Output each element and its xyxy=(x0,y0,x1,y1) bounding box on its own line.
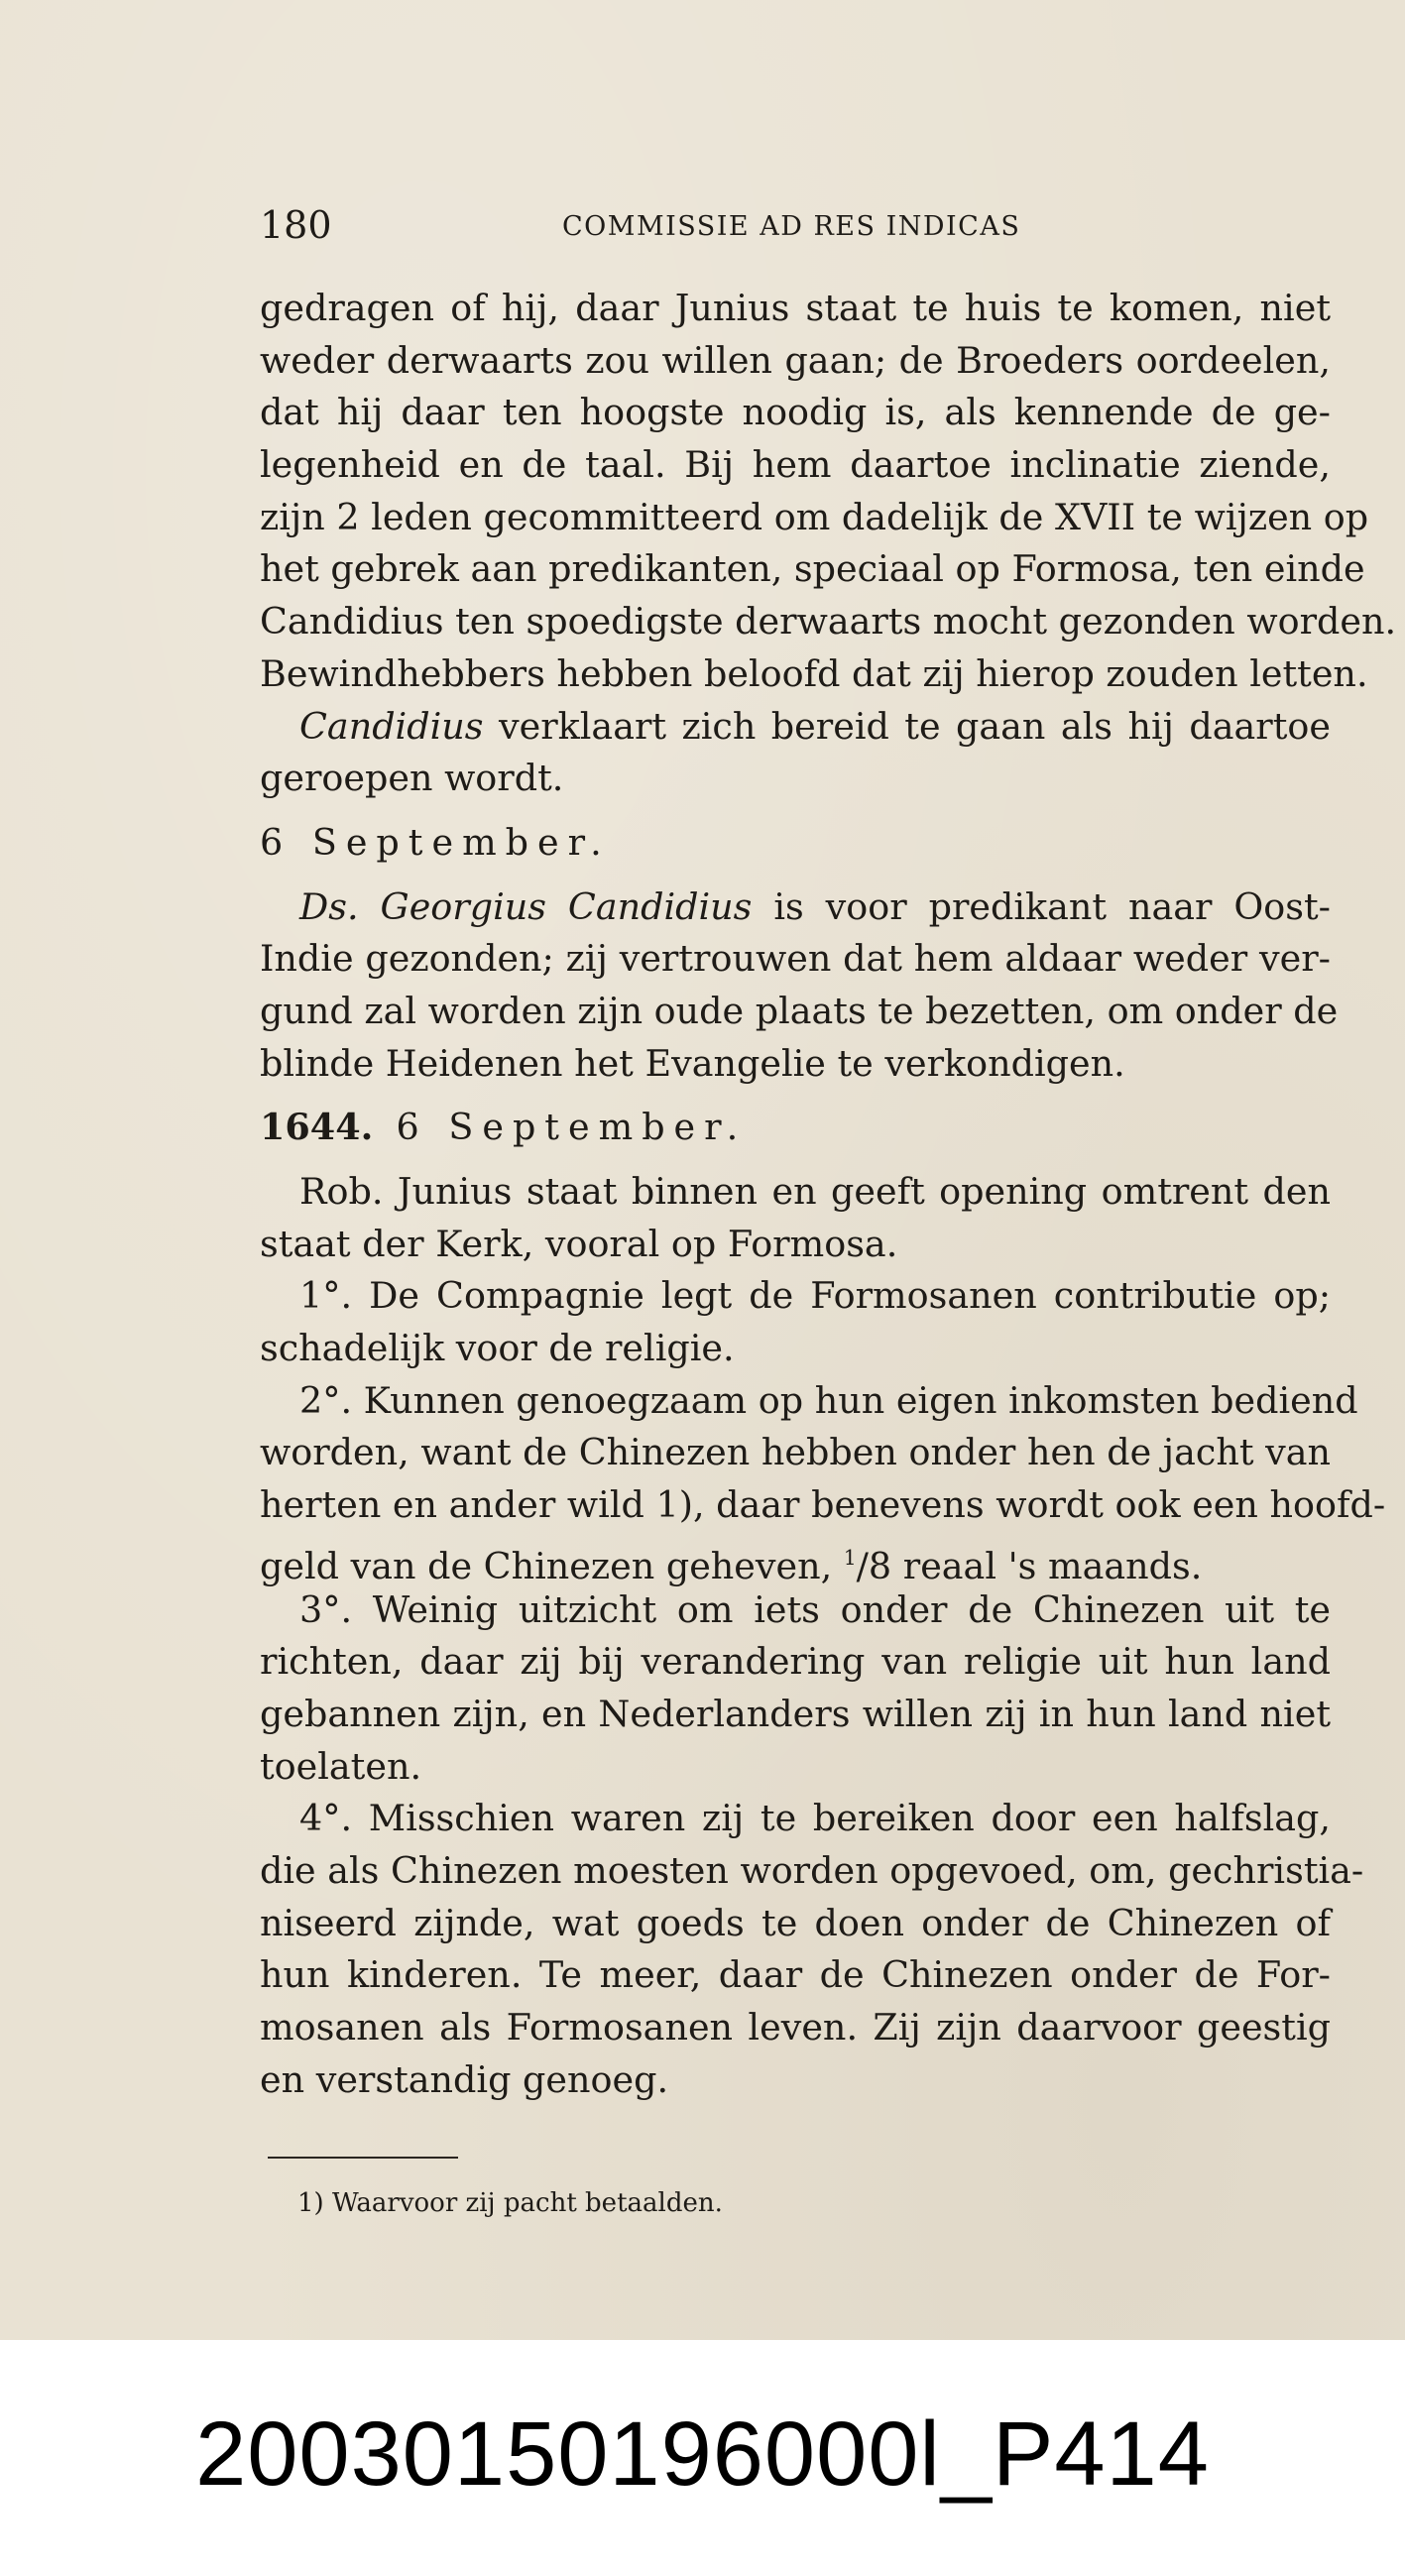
text-line: niseerd zijnde, wat goeds te doen onder de Chinezen of xyxy=(260,1901,1331,1944)
text-line xyxy=(260,881,1331,934)
text-line: mosanen als Formosanen leven. Zij zijn daarvoor geestig xyxy=(260,2006,1331,2049)
entry-year: 1644. xyxy=(260,1106,374,1149)
text-line: Bewindhebbers hebben beloofd dat zij hierop zouden letten. xyxy=(260,651,1368,695)
footnote: 1) Waarvoor zij pacht betaalden. xyxy=(297,2188,723,2218)
text-line: 1°. De Compagnie legt de Formosanen contributie op; xyxy=(299,1274,1331,1318)
entry-date: 6 September. xyxy=(396,1106,748,1149)
spacer xyxy=(260,870,1331,881)
text-line: Indie gezonden; zij vertrouwen dat hem aldaar weder ver- xyxy=(260,937,1331,981)
text-line: dat hij daar ten hoogste noodig is, als kennende de ge- xyxy=(260,391,1331,434)
text-line: weder derwaarts zou willen gaan; de Broeders oordeelen, xyxy=(260,338,1331,382)
text-line: geroepen wordt. xyxy=(260,757,564,800)
person-name: Candidius xyxy=(299,704,484,748)
text-line: het gebrek aan predikanten, speciaal op Formosa, ten einde xyxy=(260,547,1365,591)
text-line: herten en ander wild 1), daar benevens wordt ook een hoofd- xyxy=(260,1483,1386,1527)
running-title: COMMISSIE AD RES INDICAS xyxy=(562,211,1021,242)
text-line: zijn 2 leden gecommitteerd om dadelijk de XVII te wijzen op xyxy=(260,495,1369,538)
text-line: en verstandig genoeg. xyxy=(260,2057,669,2101)
running-head xyxy=(260,200,1033,250)
text-line: gedragen of hij, daar Junius staat te huis te komen, niet xyxy=(260,287,1331,329)
text-line: gebannen zijn, en Nederlanders willen zij in hun land niet xyxy=(260,1692,1331,1735)
text-line: hun kinderen. Te meer, daar de Chinezen onder de For- xyxy=(260,1953,1331,1997)
body-text xyxy=(260,283,1397,2106)
text-line: gund zal worden zijn oude plaats te bezetten, om onder de xyxy=(260,989,1339,1032)
entry-date: 6 September. xyxy=(260,820,611,864)
line-text: reaal 's maands. xyxy=(902,1544,1203,1587)
text-line: toelaten. xyxy=(260,1744,422,1788)
line-text: verklaart zich bereid te gaan als hij daartoe xyxy=(498,704,1331,748)
text-line xyxy=(260,1532,1331,1587)
text-line: Rob. Junius staat binnen en geeft opening omtrent den xyxy=(299,1170,1331,1213)
person-name: Georgius Candidius xyxy=(380,884,753,928)
spacer xyxy=(260,805,1331,817)
footnote-divider xyxy=(268,2157,458,2159)
scan-label: 20030150196000l_P414 xyxy=(195,2403,1210,2505)
line-text: geld van de Chinezen geheven, xyxy=(260,1544,833,1587)
entry-heading xyxy=(260,1102,1331,1154)
text-line: 3°. Weinig uitzicht om iets onder de Chinezen uit te xyxy=(299,1587,1331,1631)
line-text: is voor predikant naar Oost- xyxy=(773,884,1332,928)
text-line: die als Chinezen moesten worden opgevoed, om, gechristia- xyxy=(260,1848,1364,1892)
text-line xyxy=(260,701,1331,754)
text-line: worden, want de Chinezen hebben onder hen de jacht van xyxy=(260,1431,1331,1474)
title-abbrev: Ds. xyxy=(299,884,359,928)
spacer xyxy=(260,1154,1331,1166)
spacer xyxy=(260,1090,1331,1102)
text-line: legenheid en de taal. Bij hem daartoe inclinatie ziende, xyxy=(260,443,1331,487)
text-line: Candidius ten spoedigste derwaarts mocht gezonden worden. xyxy=(260,600,1397,644)
text-line: 2°. Kunnen genoegzaam op hun eigen inkomsten bediend xyxy=(299,1378,1358,1422)
fraction-denominator: /8 xyxy=(856,1544,892,1587)
text-line: richten, daar zij bij verandering van religie uit hun land xyxy=(260,1640,1331,1684)
page-number: 180 xyxy=(260,203,332,247)
text-line: schadelijk voor de religie. xyxy=(260,1327,735,1370)
text-line: staat der Kerk, vooral op Formosa. xyxy=(260,1222,898,1265)
fraction-numerator: 1 xyxy=(843,1545,857,1570)
text-line: 4°. Misschien waren zij te bereiken door een halfslag, xyxy=(299,1797,1331,1840)
text-line: blinde Heidenen het Evangelie te verkondigen. xyxy=(260,1041,1125,1085)
